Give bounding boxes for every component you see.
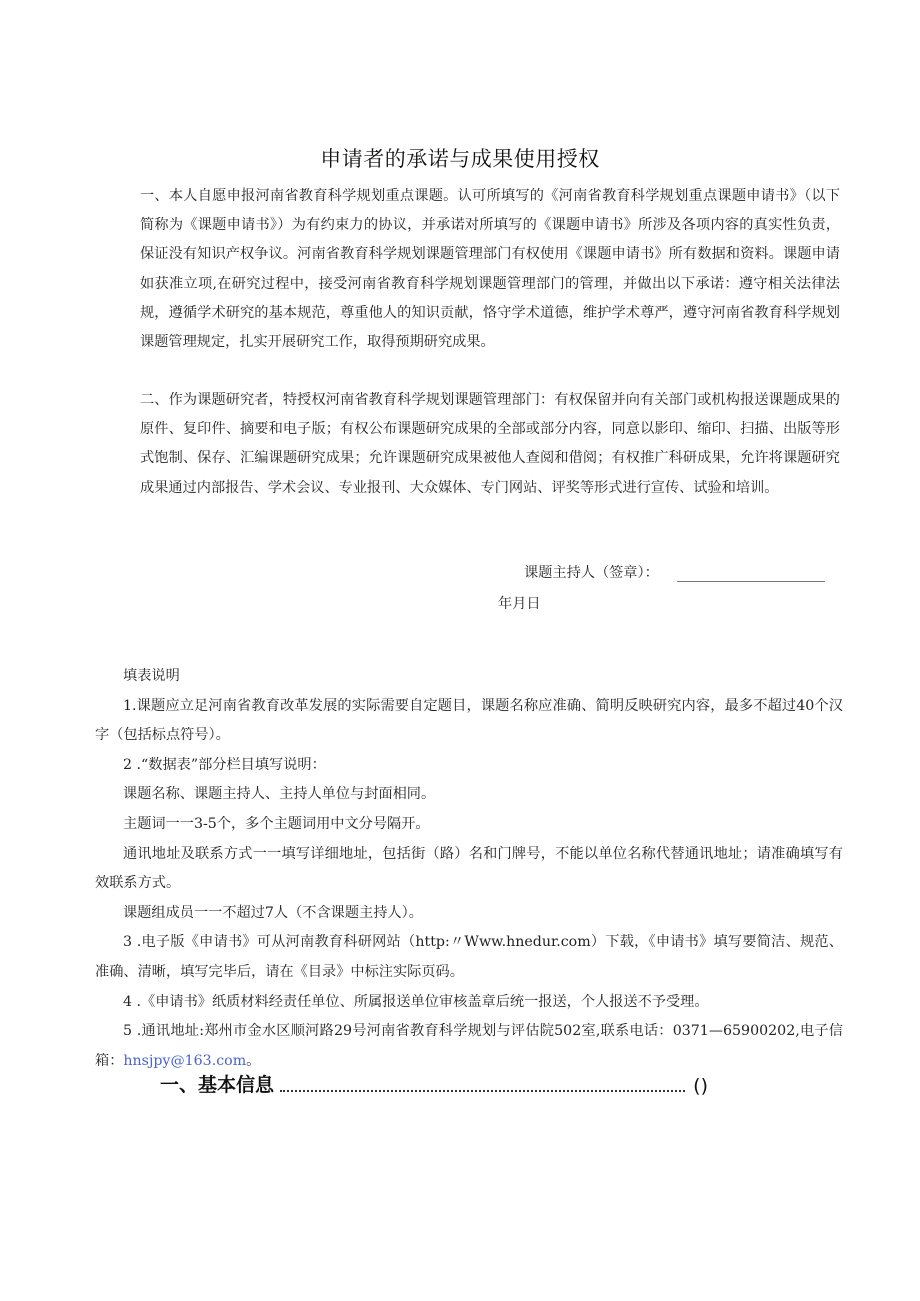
instruction-item-3: 3 .电子版《申请书》可从河南教育科研网站（http:〃Www.hnedur.com）下载，《申请书》填写要简洁、规范、准确、清晰，填写完毕后，请在《目录》中标注实际页码。 (95, 934, 843, 980)
page-title: 申请者的承诺与成果使用授权 (320, 147, 600, 171)
date-label: 年月日 (498, 596, 541, 612)
instruction-item-2d: 课题组成员一一不超过7人（不含课题主持人）。 (123, 904, 423, 921)
instruction-item-2a: 课题名称、课题主持人、主持人单位与封面相同。 (123, 786, 436, 803)
signature-label: 课题主持人（签章）： (524, 565, 659, 581)
commitment-paragraph-1 (140, 182, 840, 357)
instruction-item-5-end: 。 (246, 1052, 261, 1069)
instruction-item-2c: 通讯地址及联系方式一一填写详细地址，包括街（路）名和门牌号，不能以单位名称代替通讯地址；请准确填写有效联系方式。 (95, 845, 843, 892)
signature-row (524, 562, 825, 582)
instructions-heading: 填表说明 (123, 668, 180, 684)
instruction-item-2: 2 .“数据表”部分栏目填写说明： (123, 756, 326, 773)
toc-leader-dots (280, 1090, 685, 1092)
instruction-item-2b: 主题词一一3-5个，多个主题词用中文分号隔开。 (123, 815, 430, 832)
commitment-paragraph-2 (140, 386, 840, 503)
commitment-text-1: 一、本人自愿申报河南省教育科学规划重点课题。认可所填写的《河南省教育科学规划重点课题申请书》（以下简称为《课题申请书》）为有约束力的协议，并承诺对所填写的《课题申请书》所涉及各项内容的真实性负责，保证没有知识产权争议。河南省教育科学规划课题管理部门有权使用《课题申请书》所有数据和资料。课题申请如获准立项,在研究过程中，接受河南省教育科学规划课题管理部门的管理，并做出以下承诺：遵守相关法律法规，遵循学术研究的基本规范，尊重他人的知识贡献，恪守学术道德，维护学术尊严，遵守河南省教育科学规划课题管理规定，扎实开展研究工作，取得预期研究成果。 (140, 188, 840, 351)
toc-entry-label: 一、基本信息 (160, 1074, 275, 1096)
signature-line (677, 565, 825, 582)
instructions-section (95, 662, 843, 1076)
commitment-text-2: 二、作为课题研究者，特授权河南省教育科学规划课题管理部门：有权保留并向有关部门或机构报送课题成果的原件、复印件、摘要和电子版；有权公布课题研究成果的全部或部分内容，同意以影印、缩印、扫描、出版等形式饱制、保存、汇编课题研究成果；允许课题研究成果被他人查阅和借阅；有权推广科研成果，允许将课题研究成果通过内部报告、学术会议、专业报刊、大众媒体、专门网站、评奖等形式进行宣传、试验和培训。 (140, 392, 840, 496)
instruction-item-5 (95, 1017, 843, 1076)
instruction-item-5-text: 5 .通讯地址:郑州市金水区顺河路29号河南省教育科学规划与评估院502室,联系电话：0371—65900202,电子信箱： (95, 1023, 843, 1069)
toc-page-number: () (693, 1075, 708, 1097)
toc-entry-basic-info[interactable] (160, 1070, 708, 1097)
instruction-item-4: 4 .《申请书》纸质材料经责任单位、所属报送单位审核盖章后统一报送，个人报送不予受理。 (123, 993, 709, 1010)
contact-email-link[interactable]: hnsjpy@163.com (123, 1052, 247, 1069)
instruction-item-1: 1.课题应立足河南省教育改革发展的实际需要自定题目，课题名称应准确、简明反映研究内容，最多不超过40个汉字（包括标点符号）。 (95, 697, 843, 744)
